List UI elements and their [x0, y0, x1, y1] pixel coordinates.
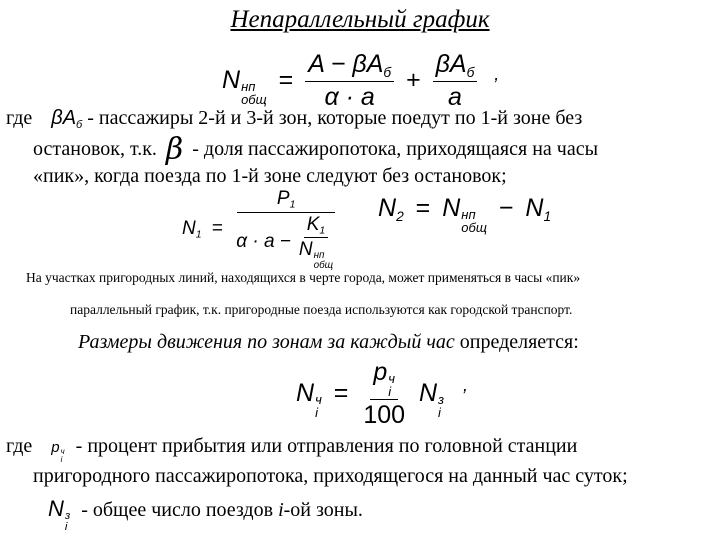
gde-label-2: где: [6, 435, 33, 457]
comma: ,: [494, 63, 500, 84]
fraction-1: $\frac{A - \beta A_б}{\alpha \cdot a}$: [305, 50, 394, 112]
para2-line2: [33, 462, 628, 490]
equals-sign: =: [278, 65, 294, 94]
formula-n-total: [222, 50, 499, 112]
para2-text3b: -ой зоны.: [283, 499, 363, 521]
formula-lhs: N нп общ: [222, 65, 267, 107]
formula-ni: N ч i = p ч i 100 N з i ,: [296, 358, 469, 430]
fraction-2: $\frac{\beta A_б}{a}$: [433, 50, 478, 112]
p-symbol: p ч i: [51, 439, 65, 464]
sizes-heading: [78, 328, 579, 356]
beta-symbol: β: [165, 132, 184, 167]
plus-sign: +: [406, 65, 421, 94]
sizes-normal: определяется:: [459, 331, 579, 353]
beta-a-symbol: $\beta A_б$: [51, 107, 83, 131]
para2-text1: - процент прибытия или отправления по головной станции: [75, 435, 578, 457]
note-line2: параллельный график, т.к. пригородные поезда используются как городской транспорт.: [70, 302, 573, 317]
formula-n1: $N_1$ = $P_1$ α · a − $K_1$ N нп общ: [182, 188, 339, 271]
gde-label: где: [6, 107, 33, 129]
sizes-italic: Размеры движения по зонам за каждый час: [78, 331, 455, 353]
para1-line2: [33, 132, 599, 167]
para1-text3: «пик», когда поезда по 1-й зоне следуют без остановок;: [33, 165, 507, 187]
formula-n2: $N_2 = N$ нп общ − $N_1$: [378, 194, 552, 236]
para1-text2b: - доля пассажиропотока, приходящаяся на часы: [192, 138, 599, 160]
para1-line1: [6, 104, 582, 139]
para2-i: i: [278, 499, 284, 521]
para1-text1: - пассажиры 2-й и 3-й зон, которые поедут по 1-й зоне без: [87, 107, 583, 129]
page-title: Непараллельный график: [230, 6, 490, 33]
n-zone-symbol: N з i: [48, 496, 71, 534]
para1-line3: [33, 162, 507, 190]
note-line1: На участках пригородных линий, находящихся в черте города, может применяться в часы «пик»: [26, 270, 581, 285]
para2-line1: [6, 432, 577, 464]
para2-line3: [48, 495, 363, 534]
para1-text2a: остановок, т.к.: [33, 138, 157, 160]
para2-text2: пригородного пассажиропотока, приходящегося на данный час суток;: [33, 465, 628, 487]
para2-text3a: - общее число поездов: [81, 499, 274, 521]
